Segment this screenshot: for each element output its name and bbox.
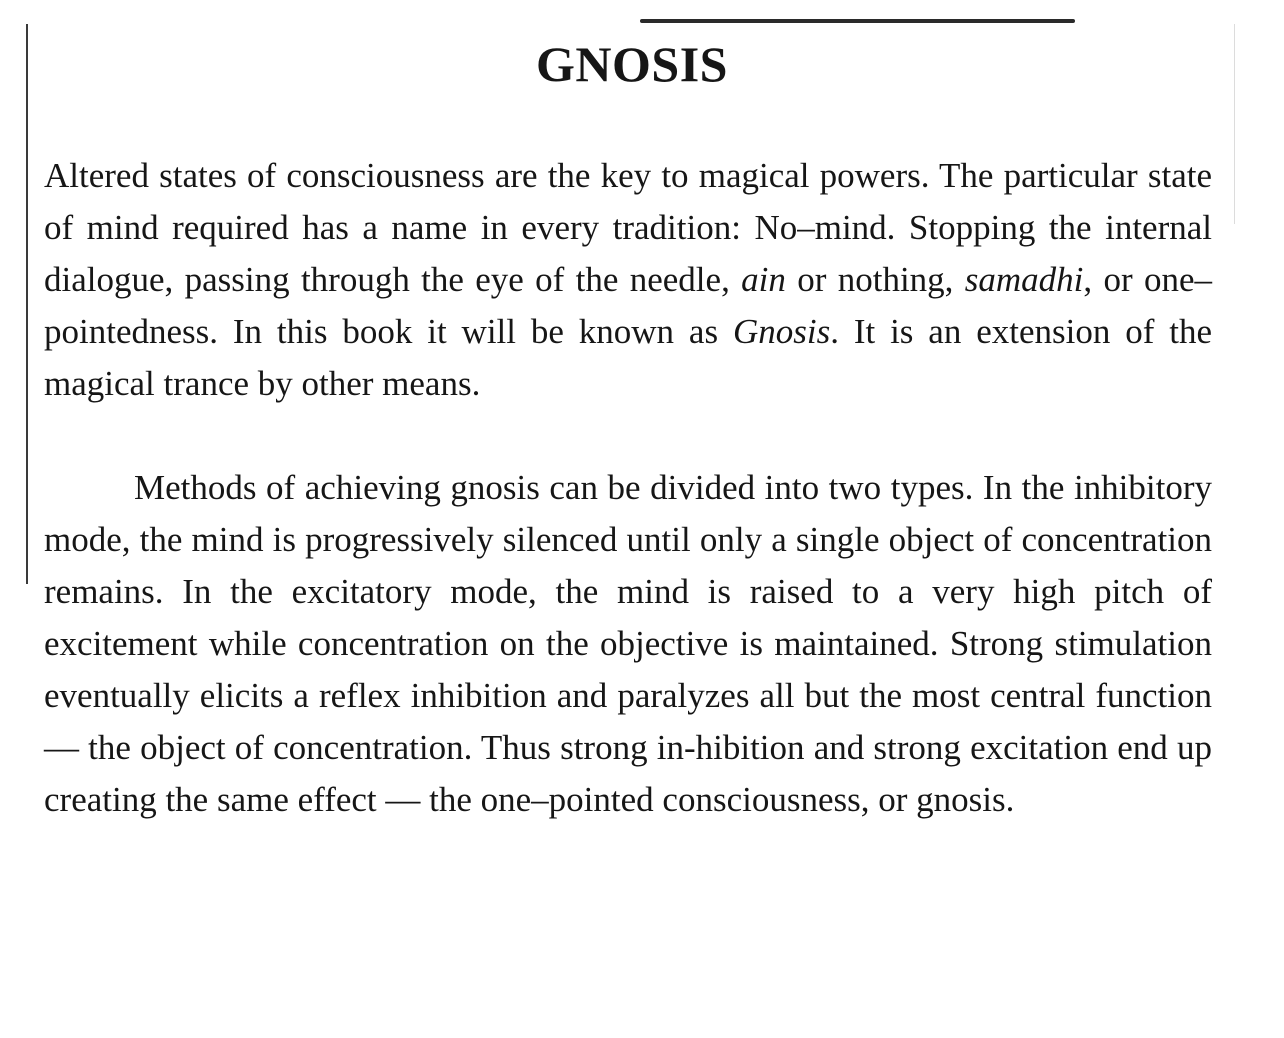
paragraph-2: Methods of achieving gnosis can be divided into two types. In the inhibitory mode, the mind is progressively silenced until only a single object of concentration remains. In the excitatory mode, the mind is raised to a very high pitch of excitement while concentration on the objective is maintained. Strong stimulation eventually elicits a reflex inhibition and paralyzes all but the most central function — the object of concentration. Thus strong in-hibition and strong excitation end up creating the same effect — the one–pointed consciousness, or gnosis. xyxy=(44,468,1212,819)
term-gnosis: Gnosis xyxy=(732,312,831,351)
page-top-border xyxy=(640,19,1075,23)
paragraph-1 xyxy=(44,150,1212,410)
paragraph-1-text-a: Altered states of consciousness are the key to magical powers. The particular state of mind required has a name in every tradition: No–mind. Stopping the internal dialogue, passing through the eye of the needle, xyxy=(44,156,1212,299)
paragraph-1-text-c: , or one–pointedness. In this book it will be known as xyxy=(44,260,1213,351)
page-title: GNOSIS xyxy=(536,36,728,92)
term-samadhi: samadhi xyxy=(964,260,1084,299)
paragraph-1-text-d: . It is an extension of the magical trance by other means. xyxy=(44,312,1212,403)
paragraph-1-text-b: or nothing, xyxy=(785,260,965,299)
term-ain: ain xyxy=(741,260,786,299)
page-left-border xyxy=(26,24,28,584)
